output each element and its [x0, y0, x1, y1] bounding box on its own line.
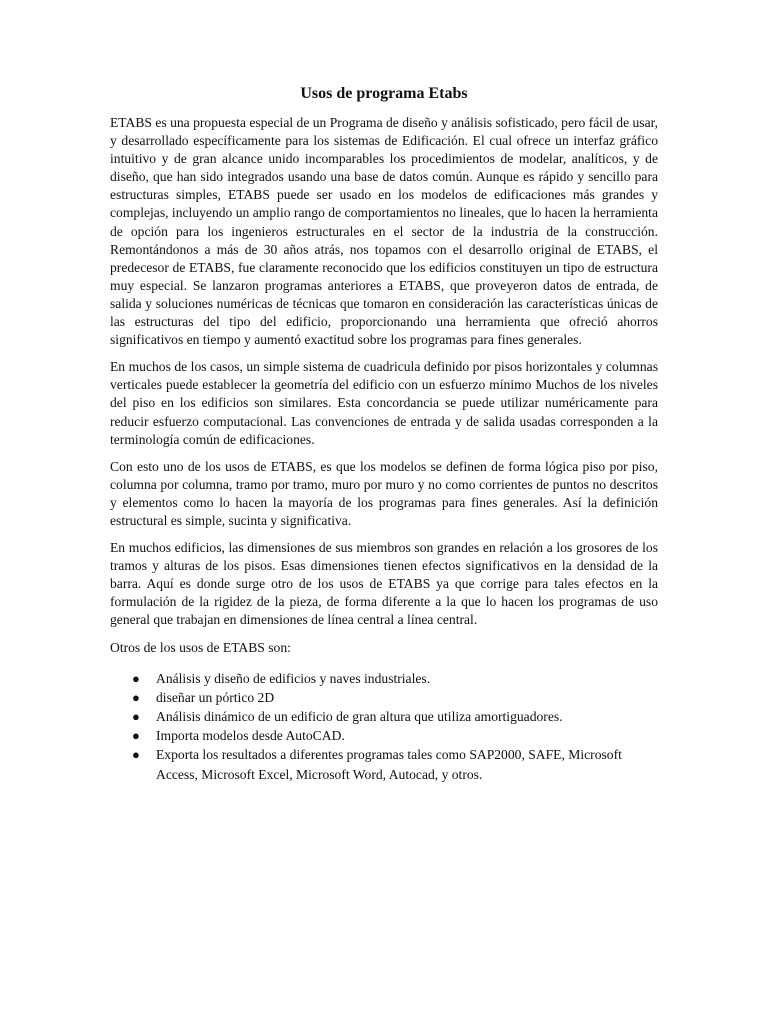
- list-item-text: diseñar un pórtico 2D: [156, 689, 275, 705]
- list-item-text: Importa modelos desde AutoCAD.: [156, 728, 345, 744]
- document-page: [110, 84, 658, 784]
- list-item: [110, 669, 658, 688]
- paragraph-logical-definition: Con esto uno de los usos de ETABS, es que los modelos se definen de forma lógica piso por piso, columna por columna, tramo por tramo, muro por muro y no como corrientes de puntos no descritos y elementos como lo hacen la mayoría de los programas para fines generales. Así la definición estructural es simple, sucinta y significativa.: [110, 458, 658, 528]
- paragraph-other-uses-intro: Otros de los usos de ETABS son:: [110, 639, 291, 655]
- list-item: [110, 688, 658, 707]
- paragraph-grid-system: En muchos de los casos, un simple sistema de cuadricula definido por pisos horizontales y columnas verticales puede establecer la geometría del edificio con un esfuerzo mínimo Muchos de los niveles del piso en los edificios son similares. Esta concordancia se puede utilizar numéricamente para reducir esfuerzo computacional. Las convenciones de entrada y de salida usadas corresponden a la terminología común de edificaciones.: [110, 359, 658, 447]
- bullet-icon: ●: [132, 747, 140, 763]
- document-title: Usos de programa Etabs: [300, 85, 468, 102]
- list-item: [110, 726, 658, 745]
- list-item-text: Análisis y diseño de edificios y naves industriales.: [156, 670, 431, 686]
- paragraph-intro: ETABS es una propuesta especial de un Programa de diseño y análisis sofisticado, pero fácil de usar, y desarrollado específicamente para los sistemas de Edificación. El cual ofrece un interfaz gráfico intuitivo y de gran alcance unido incomparables los procedimientos de modelar, analíticos, y de diseño, que han sido integrados usando una base de datos común. Aunque es rápido y sencillo para estructuras simples, ETABS puede ser usado en los modelos de edificaciones más grandes y complejas, incluyendo un amplio rango de comportamientos no lineales, que lo hacen la herramienta de opción para los ingenieros estructurales en el sector de la industria de la construcción. Remontándonos a más de 30 años atrás, nos topamos con el desarrollo original de ETABS, el predecesor de ETABS, fue claramente reconocido que los edificios constituyen un tipo de estructura muy especial. Se lanzaron programas anteriores a ETABS, que proveyeron datos de entrada, de salida y soluciones numéricas de técnicas que tomaron en consideración las características únicas de las estructuras del tipo del edificio, proporcionando una herramienta que ofreció ahorros significativos en tiempo y aumentó exactitud sobre los programas para fines generales.: [110, 115, 659, 348]
- list-item: [110, 745, 658, 783]
- list-item: [110, 707, 658, 726]
- bullet-icon: ●: [132, 689, 140, 705]
- list-item-text: Exporta los resultados a diferentes programas tales como SAP2000, SAFE, Microsoft Access, Microsoft Excel, Microsoft Word, Autocad, y otros.: [156, 747, 622, 782]
- bullet-icon: ●: [132, 728, 140, 744]
- paragraph-member-dimensions: En muchos edificios, las dimensiones de sus miembros son grandes en relación a los grosores de los tramos y alturas de los pisos. Esas dimensiones tienen efectos significativos en la densidad de la barra. Aquí es donde surge otro de los usos de ETABS ya que corrige para tales efectos en la formulación de la rigidez de la pieza, de forma diferente a la que lo hacen los programas de uso general que trabajan en dimensiones de línea central a línea central.: [110, 540, 658, 628]
- list-item-text: Análisis dinámico de un edificio de gran altura que utiliza amortiguadores.: [156, 709, 563, 725]
- bullet-icon: ●: [132, 670, 140, 686]
- uses-list: [110, 669, 658, 784]
- bullet-icon: ●: [132, 709, 140, 725]
